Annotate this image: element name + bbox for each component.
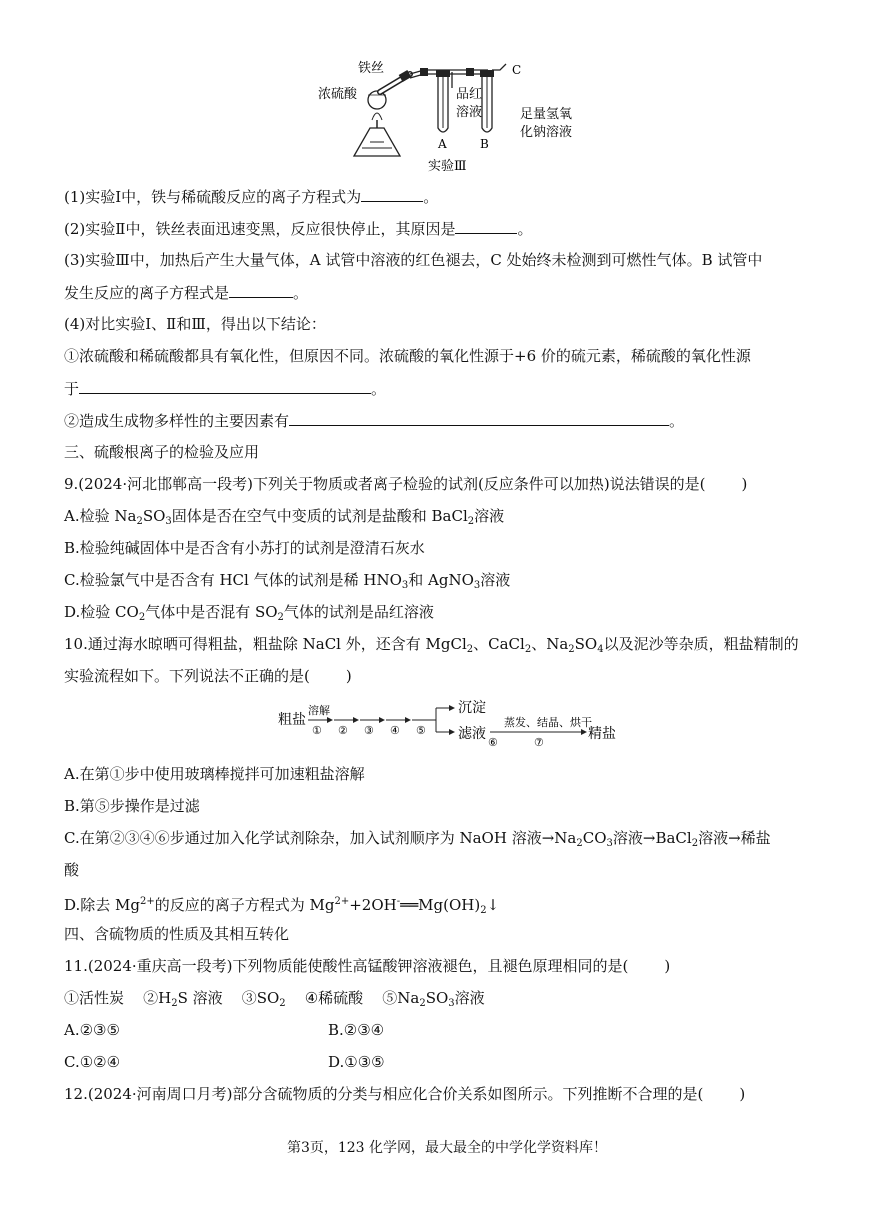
q11-option-b: B.②③④ — [328, 1021, 385, 1039]
flow-step-7: ⑦ — [534, 736, 544, 749]
label-conc-acid: 浓硫酸 — [318, 87, 358, 102]
flow-filtrate: 滤液 — [458, 726, 486, 742]
q10-stem-line1: 10.通过海水晾晒可得粗盐，粗盐除 NaCl 外，还含有 MgCl$_2$、CaCl$_2$、$Na_2SO_4$以及泥沙等杂质，粗盐精制的 — [64, 635, 799, 655]
q9-stem: 9.(2024·河北邯郸高一段考)下列关于物质或者离子检验的试剂(反应条件可以加热)说法错误的是( ) — [64, 475, 748, 493]
flow-refined-salt: 精盐 — [588, 726, 616, 742]
label-pinkred-2: 溶液 — [456, 105, 483, 120]
flow-step-4: ④ — [390, 724, 400, 737]
q11-stem: 11.(2024·重庆高一段考)下列物质能使酸性高锰酸钾溶液褪色，且褪色原理相同的是( ) — [64, 957, 671, 975]
q11-option-a: A.②③⑤ — [64, 1021, 120, 1039]
figure-caption: 实验Ⅲ — [428, 159, 467, 174]
flow-step-2: ② — [338, 724, 348, 737]
q10-option-a: A.在第①步中使用玻璃棒搅拌可加速粗盐溶解 — [64, 765, 365, 783]
q9-option-d: D.检验 $CO_2$气体中是否混有 $SO_2$气体的试剂是品红溶液 — [64, 603, 434, 623]
flow-step-5: ⑤ — [416, 724, 426, 737]
section-3-heading: 三、硫酸根离子的检验及应用 — [64, 443, 260, 461]
q8-part3-line1: (3)实验Ⅲ中，加热后产生大量气体，A 试管中溶液的红色褪去，C 处始终未检测到可燃性气体。B 试管中 — [64, 251, 763, 269]
flow-evaporate: 蒸发、结晶、烘干 — [504, 716, 592, 729]
experiment-3-figure — [318, 58, 590, 178]
flow-crude-salt: 粗盐 — [278, 712, 306, 728]
label-b: B — [480, 137, 489, 151]
label-naoh-1: 足量氢氧 — [520, 107, 573, 122]
q11-option-d: D.①③⑤ — [328, 1053, 385, 1071]
q8-part4: (4)对比实验Ⅰ、Ⅱ和Ⅲ，得出以下结论： — [64, 315, 326, 333]
q10-option-d: D.除去 $Mg^{2+}$的反应的离子方程式为 $Mg^{2+}+2OH^-══Mg(OH)_2↓$ — [64, 896, 500, 916]
q10-flow-diagram — [276, 698, 626, 752]
q10-stem-line2: 实验流程如下。下列说法不正确的是( ) — [64, 667, 352, 685]
q10-option-b: B.第⑤步操作是过滤 — [64, 797, 200, 815]
page-footer: 第3页，123 化学网，最大最全的中学化学资料库！ — [286, 1140, 608, 1156]
label-a: A — [438, 137, 447, 151]
flow-step-3: ③ — [364, 724, 374, 737]
flow-step-1: ① — [312, 724, 322, 737]
label-c: C — [512, 63, 522, 77]
q11-option-c: C.①②④ — [64, 1053, 121, 1071]
q8-part4-1-line1: ①浓硫酸和稀硫酸都具有氧化性，但原因不同。浓硫酸的氧化性源于+6 价的硫元素，稀硫酸的氧化性源 — [64, 347, 751, 365]
q8-part4-1-line2: 于 。 — [64, 377, 386, 400]
q8-part1: (1)实验Ⅰ中，铁与稀硫酸反应的离子方程式为 。 — [64, 185, 438, 208]
q8-part2: (2)实验Ⅱ中，铁丝表面迅速变黑，反应很快停止，其原因是 。 — [64, 217, 532, 240]
label-naoh-2: 化钠溶液 — [520, 125, 573, 140]
q10-option-c-line2: 酸 — [64, 861, 80, 879]
q8-part3-line2: 发生反应的离子方程式是 。 — [64, 281, 308, 304]
q11-items: ①活性炭 $②H_2S$ 溶液 $③SO_2$ ④稀硫酸 $⑤Na_2SO_3$溶液 — [64, 989, 485, 1009]
flow-step-6: ⑥ — [488, 736, 498, 749]
section-4-heading: 四、含硫物质的性质及其相互转化 — [64, 925, 290, 943]
q12-stem: 12.(2024·河南周口月考)部分含硫物质的分类与相应化合价关系如图所示。下列推断不合理的是( ) — [64, 1085, 746, 1103]
q10-option-c-line1: C.在第②③④⑥步通过加入化学试剂除杂，加入试剂顺序为 NaOH 溶液$\to Na_2CO_3$溶液→BaCl$_2$溶液→稀盐 — [64, 829, 771, 849]
round-flask — [368, 91, 386, 109]
label-iron-wire: 铁丝 — [358, 61, 385, 76]
flow-precipitate: 沉淀 — [458, 700, 486, 716]
q9-option-a: A.检验 $Na_2SO_3$固体是否在空气中变质的试剂是盐酸和 BaCl$_2$溶液 — [64, 507, 505, 527]
q9-option-c: C.检验氯气中是否含有 HCl 气体的试剂是稀 $HNO_3$和 AgNO$_3$溶液 — [64, 571, 511, 591]
q9-option-b: B.检验纯碱固体中是否含有小苏打的试剂是澄清石灰水 — [64, 539, 425, 557]
flow-dissolve: 溶解 — [308, 704, 330, 717]
label-pinkred-1: 品红 — [456, 87, 483, 102]
q8-part4-2: ②造成生成物多样性的主要因素有 。 — [64, 409, 684, 432]
